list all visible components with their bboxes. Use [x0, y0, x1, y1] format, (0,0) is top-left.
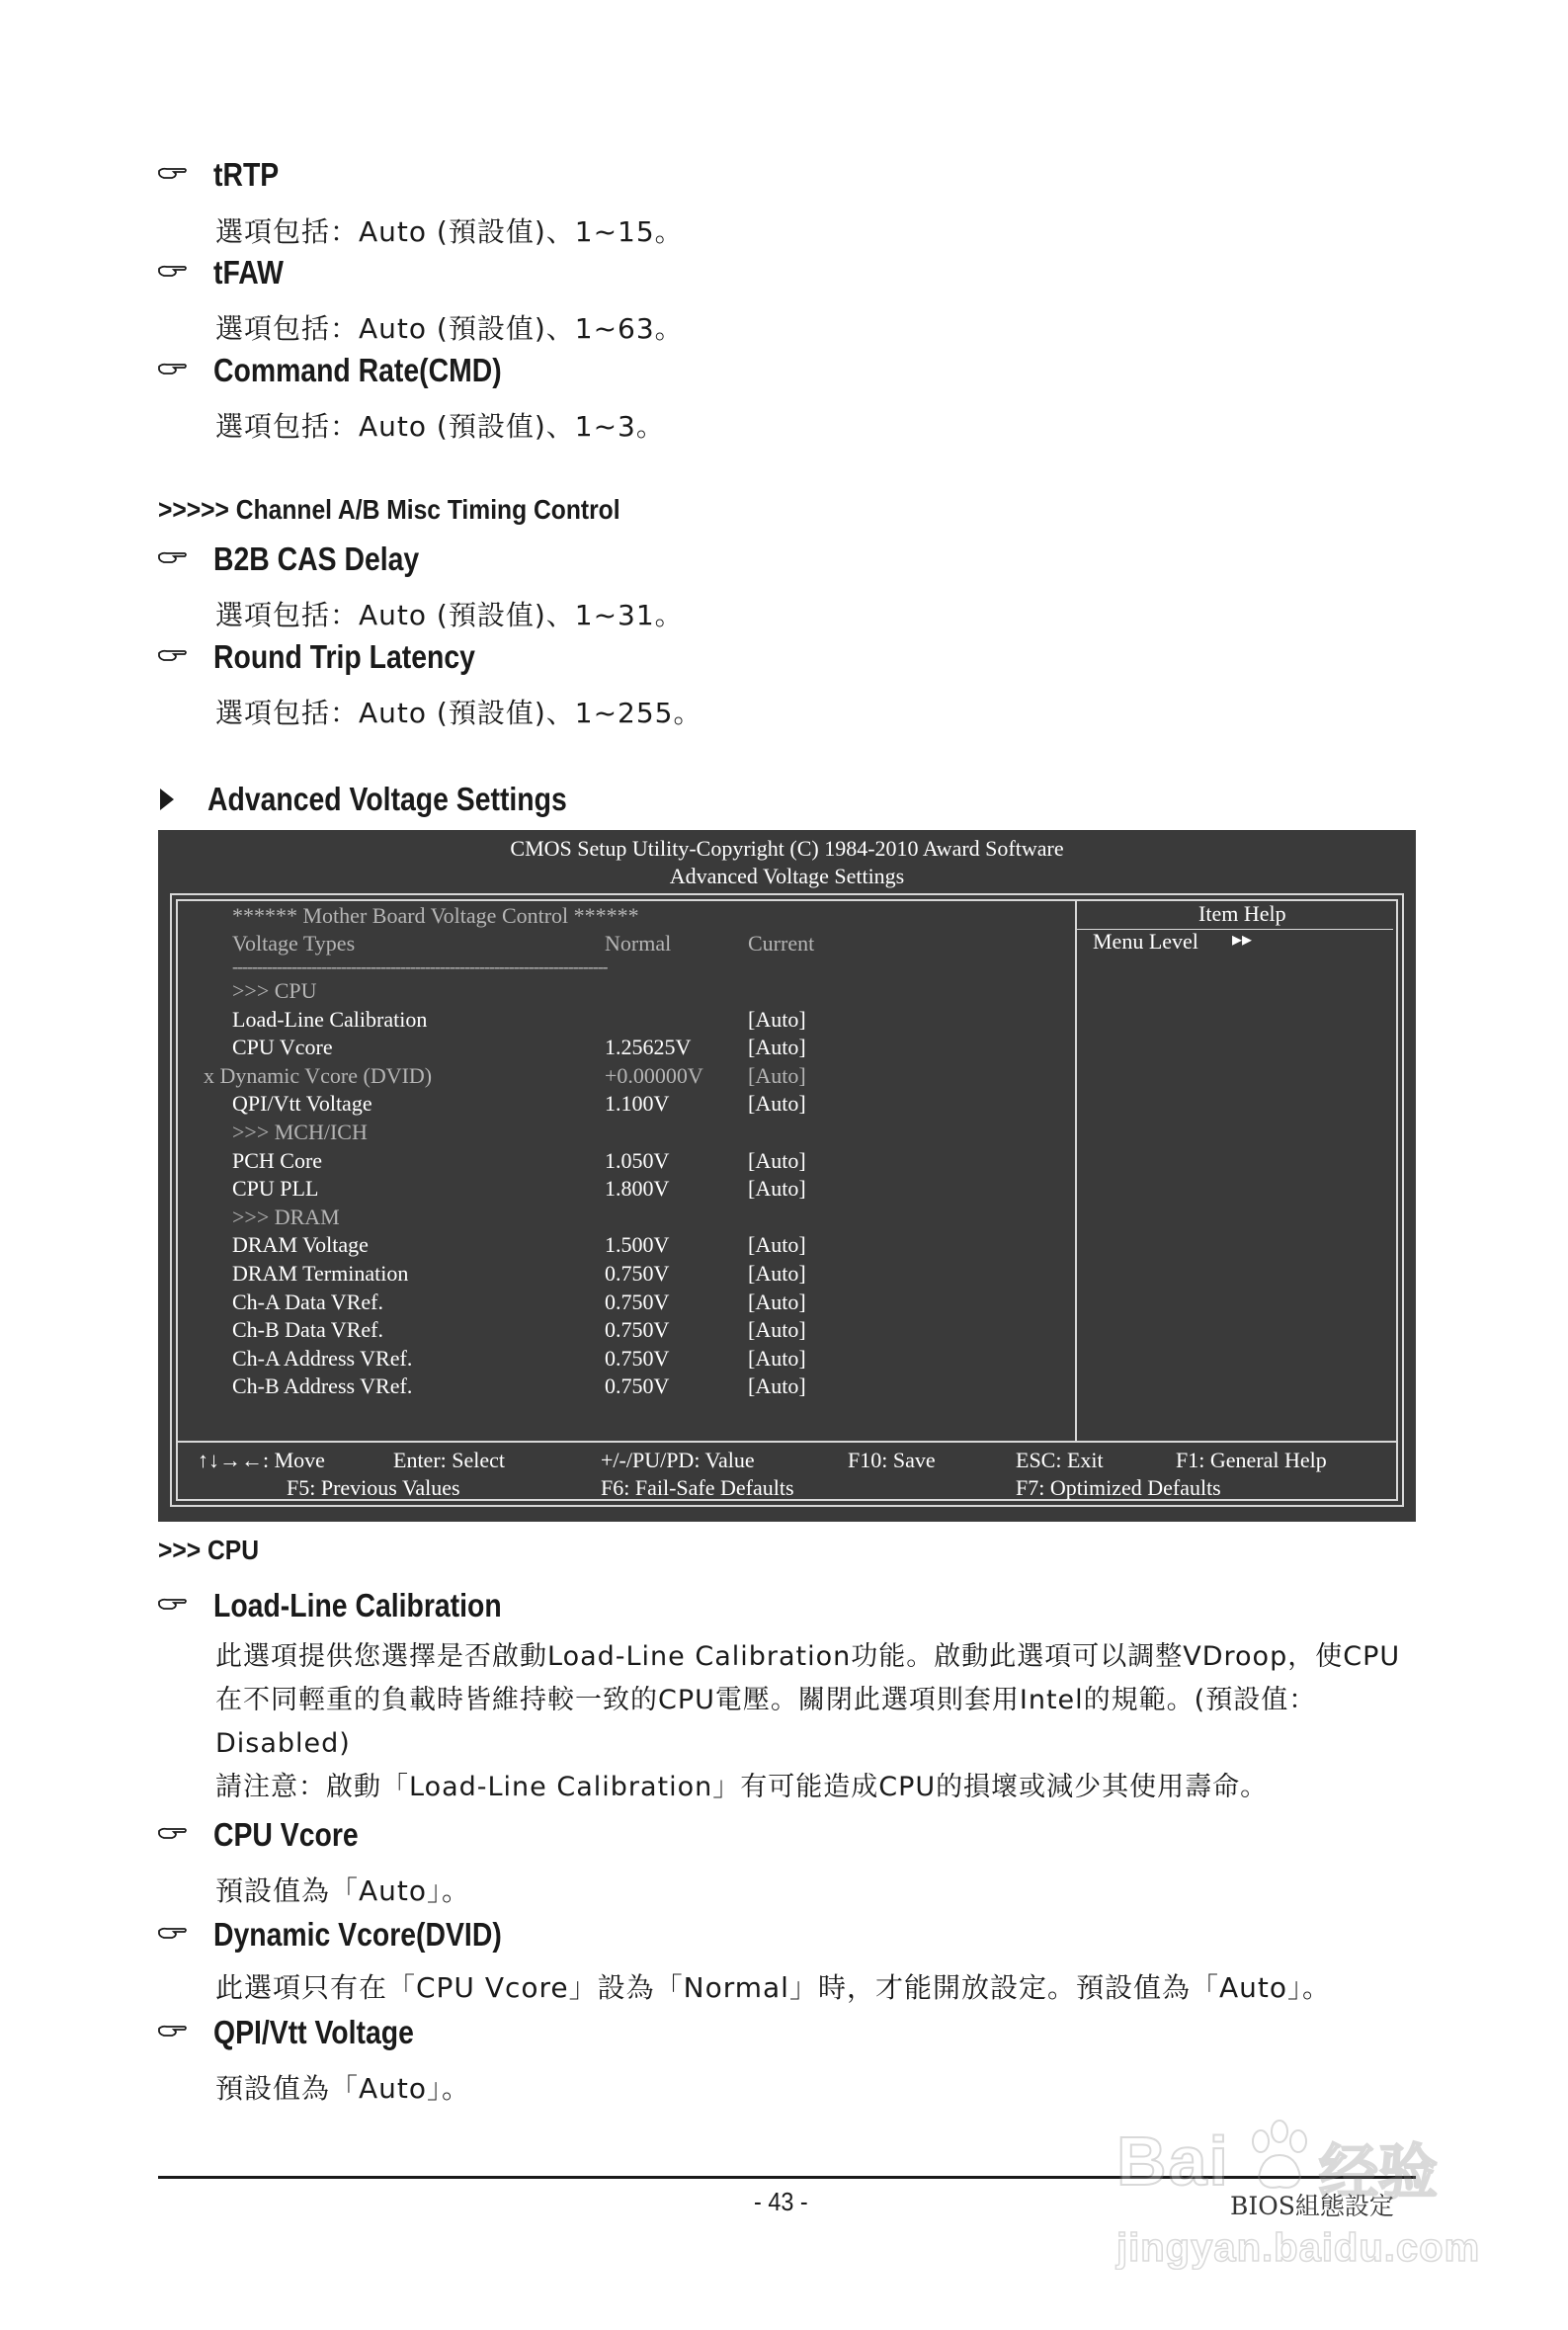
bios-row-current[interactable]: [Auto] — [748, 1091, 806, 1116]
pointing-hand-icon — [158, 1826, 188, 1842]
bios-key-move: ↑↓→←: Move — [198, 1448, 325, 1472]
bios-key-optimized: F7: Optimized Defaults — [1016, 1475, 1221, 1500]
item-note-llc: 請注意：啟動「Load-Line Calibration」有可能造成CPU的損壞或減少其使用壽命。 — [215, 1772, 1269, 1802]
bios-row-current[interactable]: [Auto] — [748, 1176, 806, 1201]
bios-screen — [158, 830, 1416, 1522]
bios-row-normal: 0.750V — [605, 1317, 670, 1342]
bios-row-normal: 0.750V — [605, 1290, 670, 1314]
bios-row-current[interactable]: [Auto] — [748, 1346, 806, 1371]
bios-key-exit: ESC: Exit — [1016, 1448, 1104, 1472]
bios-key-failsafe: F6: Fail-Safe Defaults — [601, 1475, 794, 1500]
bios-row-normal: 0.750V — [605, 1373, 670, 1398]
bios-menu-level: Menu Level — [1093, 929, 1198, 954]
pointing-hand-icon — [158, 166, 188, 182]
bios-header-copyright: CMOS Setup Utility-Copyright (C) 1984-2010 Award Software — [510, 836, 1064, 861]
bios-row-current[interactable]: [Auto] — [748, 1148, 806, 1173]
bios-header-title: Advanced Voltage Settings — [669, 864, 905, 888]
pointing-hand-icon — [158, 648, 188, 664]
bios-row-label[interactable]: Ch-B Data VRef. — [232, 1317, 383, 1342]
bios-row-normal: 1.25625V — [605, 1035, 692, 1059]
bios-row-label: x Dynamic Vcore (DVID) — [204, 1063, 433, 1088]
bios-row-normal: 1.500V — [605, 1232, 670, 1257]
bios-row-label[interactable]: QPI/Vtt Voltage — [232, 1091, 372, 1116]
bios-row-normal: 1.050V — [605, 1148, 670, 1173]
bios-row-label[interactable]: Ch-B Address VRef. — [232, 1373, 413, 1398]
bios-row-label: >>> DRAM — [232, 1205, 340, 1229]
bios-help-divider — [1075, 899, 1077, 1441]
item-title-cpu-vcore: CPU Vcore — [213, 1816, 359, 1853]
bios-key-previous: F5: Previous Values — [287, 1475, 460, 1500]
bios-row-label[interactable]: Load-Line Calibration — [232, 1007, 428, 1032]
double-arrow-icon: ▸▸ — [1232, 929, 1253, 951]
bios-col-current: Current — [748, 931, 815, 956]
bios-key-save: F10: Save — [848, 1448, 936, 1472]
item-title-tfaw: tFAW — [213, 254, 284, 291]
bios-row-current[interactable]: [Auto] — [748, 1373, 806, 1398]
pointing-hand-icon — [158, 1926, 188, 1942]
bios-row-normal: 1.100V — [605, 1091, 670, 1116]
section-misc-timing: >>>>> Channel A/B Misc Timing Control — [158, 494, 620, 525]
watermark-brand: Bai — [1116, 2122, 1230, 2200]
item-title-llc: Load-Line Calibration — [213, 1587, 502, 1623]
item-title-qpi-vtt: QPI/Vtt Voltage — [213, 2014, 414, 2050]
item-desc-llc: 此選項提供您選擇是否啟動Load-Line Calibration功能。啟動此選項可以調整VDroop，使CPU在不同輕重的負載時皆維持較一致的CPU電壓。關閉此選項則套用Intel的規範。(預設值：Disabled) — [215, 1641, 1401, 1759]
watermark-url: jingyan.baidu.com — [1116, 2226, 1481, 2270]
bios-col-types: Voltage Types — [232, 931, 356, 956]
page-number: - 43 - — [754, 2187, 808, 2216]
bios-row-label[interactable]: Ch-A Data VRef. — [232, 1290, 383, 1314]
bios-key-enter: Enter: Select — [393, 1448, 506, 1472]
item-desc-tfaw: 選項包括：Auto (預設值)、1~63。 — [215, 312, 684, 345]
item-title-round-trip: Round Trip Latency — [213, 638, 475, 675]
bios-row-normal: 1.800V — [605, 1176, 670, 1201]
footer-chapter: BIOS組態設定 — [1230, 2192, 1394, 2220]
item-desc-dvid: 此選項只有在「CPU Vcore」設為「Normal」時，才能開放設定。預設值為「Auto」。 — [215, 1971, 1331, 2004]
item-desc-qpi-vtt: 預設值為「Auto」。 — [215, 2072, 471, 2105]
bios-row-label: >>> MCH/ICH — [232, 1120, 368, 1144]
bios-row-label[interactable]: CPU Vcore — [232, 1035, 333, 1059]
bios-row-normal: +0.00000V — [605, 1063, 703, 1088]
bios-row-current[interactable]: [Auto] — [748, 1232, 806, 1257]
item-desc-cpu-vcore: 預設值為「Auto」。 — [215, 1874, 471, 1907]
bios-key-value: +/-/PU/PD: Value — [601, 1448, 755, 1472]
bios-row-current[interactable]: [Auto] — [748, 1035, 806, 1059]
item-title-trtp: tRTP — [213, 156, 280, 193]
item-desc-b2b-cas: 選項包括：Auto (預設值)、1~31。 — [215, 599, 684, 631]
item-title-b2b-cas: B2B CAS Delay — [213, 541, 420, 577]
item-title-command-rate: Command Rate(CMD) — [213, 352, 502, 388]
item-desc-round-trip: 選項包括：Auto (預設值)、1~255。 — [215, 697, 702, 729]
pointing-hand-icon — [158, 550, 188, 566]
bios-group-title: ****** Mother Board Voltage Control ****** — [232, 903, 639, 928]
bios-row-normal: 0.750V — [605, 1261, 670, 1286]
bios-row-current[interactable]: [Auto] — [748, 1317, 806, 1342]
triangle-bullet-icon — [158, 787, 176, 812]
bios-row-current[interactable]: [Auto] — [748, 1007, 806, 1032]
bios-row-current[interactable]: [Auto] — [748, 1261, 806, 1286]
bios-row-label: >>> CPU — [232, 978, 317, 1003]
bios-row-label[interactable]: CPU PLL — [232, 1176, 319, 1201]
bios-col-normal: Normal — [605, 931, 672, 956]
bios-item-help: Item Help — [1198, 901, 1286, 926]
bios-key-help: F1: General Help — [1176, 1448, 1327, 1472]
bios-row-normal: 0.750V — [605, 1346, 670, 1371]
footer-rule — [158, 2176, 1416, 2179]
paw-icon — [1247, 2120, 1312, 2195]
pointing-hand-icon — [158, 2024, 188, 2039]
bios-row-current: [Auto] — [748, 1063, 806, 1088]
pointing-hand-icon — [158, 1597, 188, 1613]
bios-row-label[interactable]: Ch-A Address VRef. — [232, 1346, 413, 1371]
bios-footer-divider — [178, 1441, 1396, 1443]
pointing-hand-icon — [158, 362, 188, 377]
item-desc-trtp: 選項包括：Auto (預設值)、1~15。 — [215, 215, 684, 248]
item-title-dvid: Dynamic Vcore(DVID) — [213, 1916, 502, 1953]
bios-separator: ---------------------------------------------------------------------------- — [232, 957, 608, 976]
bios-row-label[interactable]: PCH Core — [232, 1148, 323, 1173]
watermark-brand-cn: 经验 — [1319, 2138, 1438, 2207]
section-cpu: >>> CPU — [158, 1535, 260, 1565]
bios-row-current[interactable]: [Auto] — [748, 1290, 806, 1314]
pointing-hand-icon — [158, 264, 188, 280]
item-desc-command-rate: 選項包括：Auto (預設值)、1~3。 — [215, 410, 665, 443]
heading-advanced-voltage: Advanced Voltage Settings — [207, 781, 567, 817]
bios-row-label[interactable]: DRAM Voltage — [232, 1232, 369, 1257]
bios-row-label[interactable]: DRAM Termination — [232, 1261, 409, 1286]
